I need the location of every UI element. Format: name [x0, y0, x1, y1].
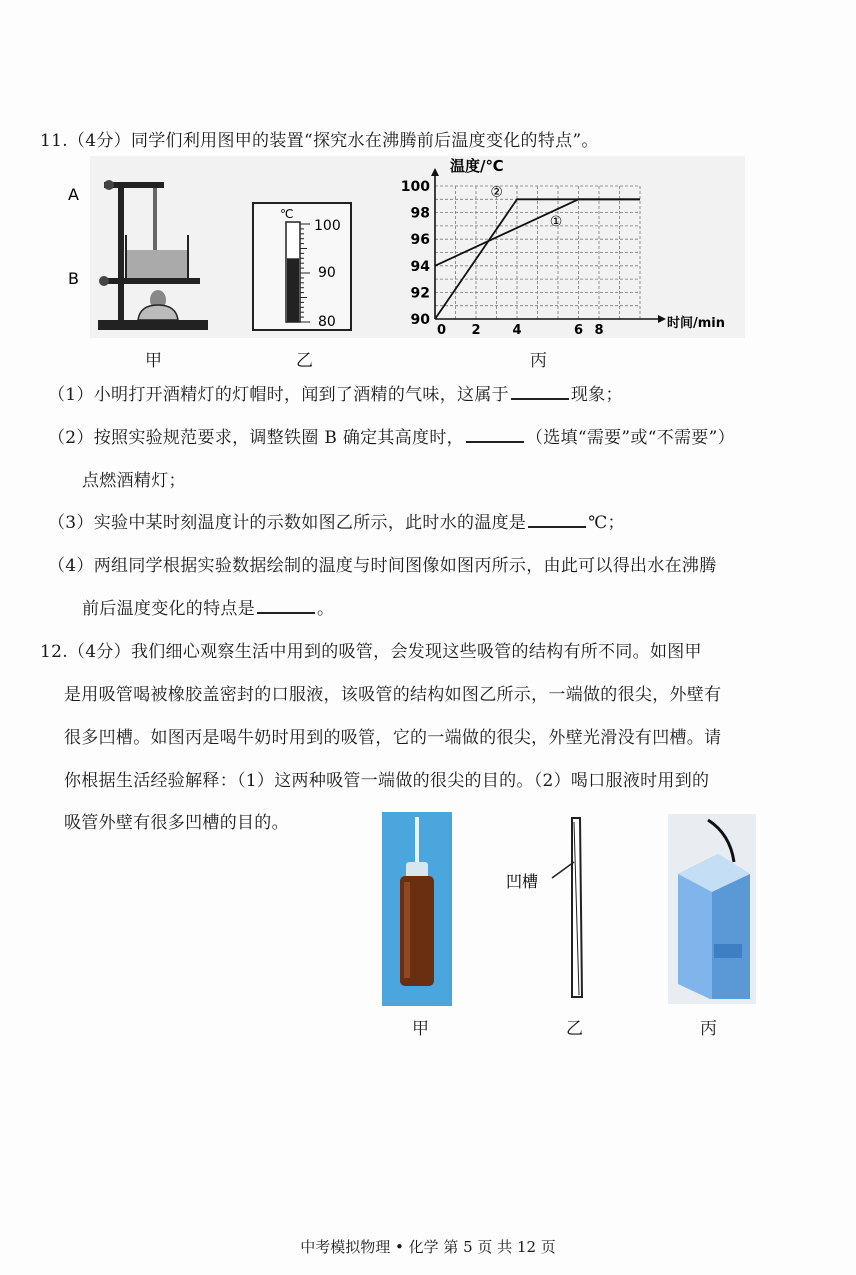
answer-blank-1[interactable]	[511, 384, 569, 400]
y-tick-label: 92	[410, 285, 430, 302]
q11-part4-cont: 前后温度变化的特点是 。	[82, 599, 335, 619]
y-axis-arrow	[431, 168, 439, 176]
x-tick-label: 4	[512, 323, 522, 338]
straw-diagram	[500, 812, 610, 1002]
stand-pole	[118, 182, 124, 322]
q11-part1: （1）小明打开酒精灯的灯帽时，闻到了酒精的气味，这属于 现象；	[48, 385, 623, 405]
series-2-marker: ②	[490, 184, 503, 201]
q12-line4: 你根据生活经验解释：（1）这两种吸管一端做的很尖的目的。（2）喝口服液时用到的	[64, 771, 710, 791]
apparatus-figure	[60, 160, 210, 340]
alcohol-lamp	[138, 305, 178, 320]
q12-line1: 12.（4分）我们细心观察生活中用到的吸管，会发现这些吸管的结构有所不同。如图甲	[40, 642, 702, 662]
q12-caption-yi: 乙	[566, 1019, 583, 1039]
x-tick-label: 8	[594, 323, 604, 338]
answer-blank-3[interactable]	[528, 512, 586, 528]
x-origin-label: 0	[437, 323, 447, 338]
q11-part4: （4）两组同学根据实验数据绘制的温度与时间图像如图丙所示，由此可以得出水在沸腾	[48, 556, 717, 576]
svg-text:℃: ℃	[280, 207, 294, 221]
straw	[572, 818, 582, 997]
x-tick-label: 2	[471, 323, 481, 338]
page-footer: 中考模拟物理 • 化学 第 5 页 共 12 页	[300, 1238, 556, 1256]
q12-line2: 是用吸管喝被橡胶盖密封的口服液，该吸管的结构如图乙所示，一端做的很尖，外壁有	[64, 685, 722, 705]
q11-part2-cont: 点燃酒精灯；	[82, 471, 186, 491]
q12-caption-bing: 丙	[700, 1019, 717, 1039]
svg-text:80: 80	[318, 314, 336, 330]
groove-label: 凹槽	[506, 872, 539, 891]
series-1-marker: ①	[549, 213, 563, 230]
q11-part2: （2）按照实验规范要求，调整铁圈 B 确定其高度时， （选填“需要”或“不需要”）	[48, 428, 735, 448]
x-axis-label: 时间/min	[667, 316, 726, 331]
temperature-time-chart	[400, 156, 750, 338]
y-axis-label: 温度/℃	[450, 157, 504, 175]
stand-base	[98, 320, 208, 330]
y-tick-label: 98	[410, 205, 430, 222]
thermometer-scale-figure	[252, 202, 352, 332]
svg-text:90: 90	[318, 265, 336, 281]
svg-text:100: 100	[314, 218, 341, 234]
x-tick-label: 6	[573, 323, 584, 338]
groove-pointer	[552, 862, 574, 878]
y-tick-label: 94	[410, 258, 430, 275]
answer-blank-4[interactable]	[257, 598, 315, 614]
q11-caption-bing: 丙	[530, 351, 547, 371]
y-tick-label: 100	[400, 179, 430, 195]
x-axis-arrow	[658, 315, 666, 323]
label-B: B	[68, 269, 79, 288]
q11-heading: 11.（4分）同学们利用图甲的装置“探究水在沸腾前后温度变化的特点”。	[40, 131, 599, 151]
y-tick-label: 90	[410, 312, 430, 328]
q12-line5: 吸管外壁有很多凹槽的目的。	[64, 813, 289, 833]
answer-blank-2[interactable]	[466, 427, 524, 443]
q11-caption-yi: 乙	[296, 351, 313, 371]
iron-ring	[100, 278, 200, 284]
oral-liquid-photo	[382, 812, 452, 1006]
q12-line3: 很多凹槽。如图丙是喝牛奶时用到的吸管，它的一端做的很尖，外壁光滑没有凹槽。请	[64, 728, 722, 748]
q11-part3: （3）实验中某时刻温度计的示数如图乙所示，此时水的温度是 ℃；	[48, 513, 625, 533]
label-A: A	[68, 185, 79, 204]
q12-caption-jia: 甲	[412, 1019, 429, 1039]
milk-carton-photo	[668, 814, 756, 1004]
q11-caption-jia: 甲	[145, 351, 162, 371]
mercury-column	[287, 258, 299, 322]
y-tick-label: 96	[410, 232, 430, 249]
